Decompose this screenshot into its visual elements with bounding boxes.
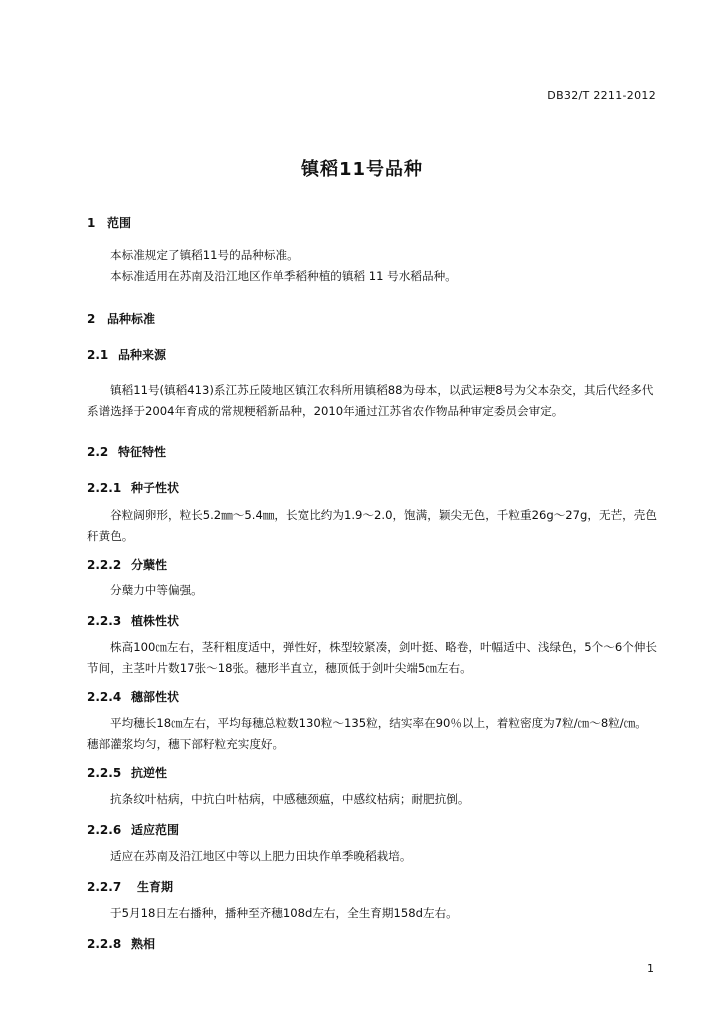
page-number: 1: [647, 962, 654, 975]
section-heading-2-1: [87, 346, 166, 363]
paragraph-adaptation: 适应在苏南及沿江地区中等以上肥力田块作单季晚稻栽培。: [110, 849, 412, 863]
section-heading-2-2-8: [87, 935, 155, 952]
section-title: 抗逆性: [131, 766, 168, 780]
section-title: 品种标准: [107, 312, 156, 326]
section-title: 种子性状: [131, 481, 180, 495]
section-heading-2-2-7: [87, 878, 173, 895]
section-number: 2.2: [87, 445, 109, 459]
paragraph-origin: 镇稻11号(镇稻413)系江苏丘陵地区镇江农科所用镇稻88为母本，以武运粳8号为父本杂交，其后代经多代系谱选择于2004年育成的常规粳稻新品种，2010年通过江苏省农作物品种审定委员会审定。: [87, 383, 654, 418]
section-number: 2.2.4: [87, 690, 122, 704]
section-number: 2.2.8: [87, 937, 122, 951]
paragraph-plant: 株高100㎝左右，茎秆粗度适中，弹性好，株型较紧凑，剑叶挺、略卷，叶幅适中、浅绿色，5个～6个伸长节间，主茎叶片数17张～18张。穗形半直立，穗顶低于剑叶尖端5㎝左右。: [87, 640, 658, 675]
section-title: 品种来源: [118, 348, 167, 362]
section-number: 2.2.5: [87, 766, 122, 780]
section-title: 生育期: [137, 880, 174, 894]
document-code: DB32/T 2211-2012: [547, 89, 656, 102]
section-number: 2.2.6: [87, 823, 122, 837]
section-heading-2-2-3: [87, 612, 179, 629]
section-number: 2.2.2: [87, 558, 122, 572]
section-number: 2.1: [87, 348, 109, 362]
section-title: 特征特性: [118, 445, 167, 459]
paragraph-growth: 于5月18日左右播种，播种至齐穗108d左右，全生育期158d左右。: [110, 906, 458, 920]
section-heading-2-2-6: [87, 821, 179, 838]
paragraph-panicle: 平均穗长18㎝左右，平均每穗总粒数130粒～135粒，结实率在90％以上，着粒密度为7粒/㎝～8粒/㎝。穗部灌浆均匀，穗下部籽粒充实度好。: [87, 716, 647, 751]
section-title: 分蘖性: [131, 558, 168, 572]
paragraph-resistance: 抗条纹叶枯病，中抗白叶枯病，中感穗颈瘟，中感纹枯病；耐肥抗倒。: [110, 792, 470, 806]
section-heading-2-2-5: [87, 764, 167, 781]
section-number: 2.2.7: [87, 880, 122, 894]
section-heading-2-2-4: [87, 688, 179, 705]
section-title: 植株性状: [131, 614, 180, 628]
section-number: 1: [87, 216, 96, 230]
section-heading-2-2-2: [87, 556, 167, 573]
paragraph-seed: 谷粒阔卵形，粒长5.2㎜～5.4㎜，长宽比约为1.9～2.0，饱满，颖尖无色，千粒重26g～27g，无芒，壳色秆黄色。: [87, 508, 657, 543]
paragraph-tillering: 分蘖力中等偏强。: [110, 583, 203, 597]
paragraph-scope-1: 本标准规定了镇稻11号的品种标准。: [110, 248, 299, 262]
section-heading-2-2-1: [87, 479, 179, 496]
section-heading-2-2: [87, 443, 166, 460]
section-number: 2: [87, 312, 96, 326]
section-number: 2.2.1: [87, 481, 122, 495]
section-heading-1: [87, 214, 131, 231]
section-title: 适应范围: [131, 823, 180, 837]
section-heading-2: [87, 310, 155, 327]
section-title: 范围: [107, 216, 132, 230]
document-title: 镇稻11号品种: [300, 159, 424, 180]
section-title: 穗部性状: [131, 690, 180, 704]
section-title: 熟相: [131, 937, 156, 951]
section-number: 2.2.3: [87, 614, 122, 628]
paragraph-scope-2: 本标准适用在苏南及沿江地区作单季稻种植的镇稻 11 号水稻品种。: [110, 269, 457, 283]
